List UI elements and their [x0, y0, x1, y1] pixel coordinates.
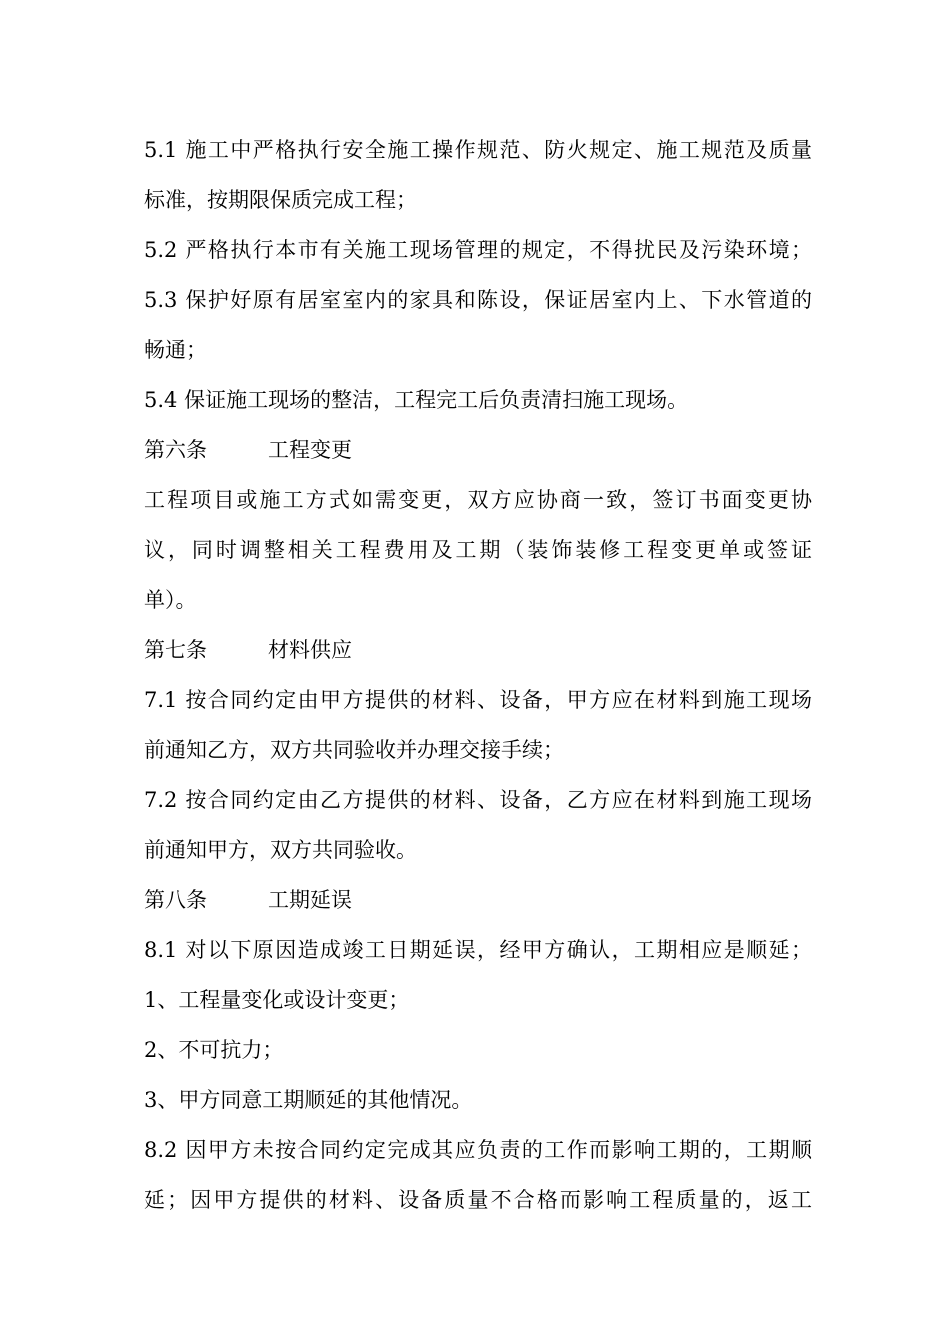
clause-8-2-line-1: 8.2 因甲方未按合同约定完成其应负责的工作而影响工期的，工期顺 [144, 1138, 812, 1162]
clause-8-1-item-3: 3、甲方同意工期顺延的其他情况。 [144, 1088, 473, 1112]
clause-5-1-line-1: 5.1 施工中严格执行安全施工操作规范、防火规定、施工规范及质量 [144, 138, 812, 162]
clause-5-4: 5.4 保证施工现场的整洁，工程完工后负责清扫施工现场。 [144, 388, 689, 412]
article-6-body-line-2: 议，同时调整相关工程费用及工期（装饰装修工程变更单或签证 [144, 538, 812, 562]
article-7-number: 第七条 [144, 638, 207, 662]
clause-7-2-line-2: 前通知甲方，双方共同验收。 [144, 838, 417, 862]
article-6-body-line-3: 单）。 [144, 588, 197, 612]
clause-5-3-line-2: 畅通； [144, 338, 207, 362]
clause-5-3-line-1: 5.3 保护好原有居室室内的家具和陈设，保证居室内上、下水管道的 [144, 288, 812, 312]
article-6-number: 第六条 [144, 438, 207, 462]
document-page [144, 125, 812, 1225]
clause-7-2-line-1: 7.2 按合同约定由乙方提供的材料、设备，乙方应在材料到施工现场 [144, 788, 812, 812]
article-8-heading [144, 875, 812, 925]
clause-5-1-line-2: 标准，按期限保质完成工程； [144, 188, 417, 212]
clause-8-1-item-2: 2、不可抗力； [144, 1038, 284, 1062]
clause-7-1-line-1: 7.1 按合同约定由甲方提供的材料、设备，甲方应在材料到施工现场 [144, 688, 812, 712]
clause-8-1-item-1: 1、工程量变化或设计变更； [144, 988, 410, 1012]
article-8-number: 第八条 [144, 888, 207, 912]
article-7-heading [144, 625, 812, 675]
article-6-body-line-1: 工程项目或施工方式如需变更，双方应协商一致，签订书面变更协 [144, 488, 812, 512]
article-8-title: 工期延误 [268, 888, 352, 912]
clause-5-2: 5.2 严格执行本市有关施工现场管理的规定，不得扰民及污染环境； [144, 238, 812, 262]
article-7-title: 材料供应 [268, 638, 352, 662]
article-6-heading [144, 425, 812, 475]
clause-8-1: 8.1 对以下原因造成竣工日期延误，经甲方确认，工期相应是顺延； [144, 938, 812, 962]
article-6-title: 工程变更 [268, 438, 352, 462]
clause-8-2-line-2: 延；因甲方提供的材料、设备质量不合格而影响工程质量的，返工 [144, 1188, 812, 1212]
clause-7-1-line-2: 前通知乙方，双方共同验收并办理交接手续； [144, 738, 564, 762]
